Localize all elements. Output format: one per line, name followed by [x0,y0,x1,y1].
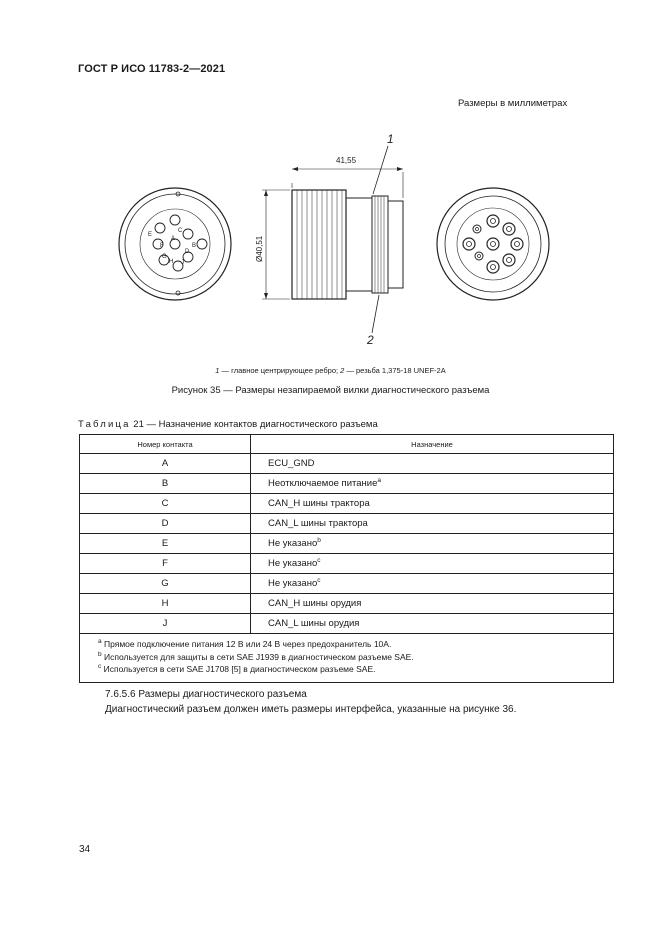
pin-cell: G [80,574,251,594]
table-row [80,574,614,594]
footnote-ref: b [317,537,321,544]
function-cell [251,474,614,494]
connector-drawing [0,0,661,360]
footnote [98,651,613,664]
legend-text-1: — главное центрирующее ребро; [219,366,341,375]
front-pin-letters [148,228,196,266]
legend-num-1: 1 [215,366,220,375]
front-pin-label: G [162,254,167,260]
figure-legend [0,366,661,375]
figure-caption: Рисунок 35 — Размеры незапираемой вилки диагностического разъема [171,385,490,396]
function-cell [251,534,614,554]
front-pin-label: C [178,228,183,234]
front-pin-label: F [160,243,164,249]
function-text: CAN_L шины орудия [268,618,360,629]
table-footnotes [80,634,614,683]
front-pin-label: J [181,260,184,266]
front-pin-label: A [171,236,176,242]
header-function: Назначение [251,435,614,454]
front-pin-label: H [169,259,174,265]
function-cell [251,514,614,534]
function-cell [251,454,614,474]
table-header-row [80,435,614,454]
callout-1: 1 [387,132,394,146]
standard-header: ГОСТ Р ИСО 11783-2—2021 [78,63,226,75]
footnote-ref: a [377,477,381,484]
side-view [262,146,403,333]
function-cell [251,574,614,594]
function-text: CAN_H шины трактора [268,498,370,509]
function-text: Не указано [268,578,318,589]
pin-cell: J [80,614,251,634]
footnote-mark: a [98,638,102,645]
pin-cell: F [80,554,251,574]
front-pin-label: D [185,249,190,255]
table-row [80,454,614,474]
footnote [98,638,613,651]
front-view [119,188,231,300]
function-text: Не указано [268,538,318,549]
dim-diameter: Ø40,51 [255,235,264,262]
footnote-ref: c [317,577,321,584]
footnote [98,663,613,676]
table-footnotes-row [80,634,614,683]
pin-assignment-table [79,434,614,683]
function-text: Не указано [268,558,318,569]
footnote-text: Используется в сети SAE J1708 [5] в диагностическом разъеме SAE. [101,664,376,674]
pin-cell: H [80,594,251,614]
legend-text-2: — резьба 1,375-18 UNEF-2A [344,366,446,375]
units-note: Размеры в миллиметрах [458,98,568,109]
table-row [80,614,614,634]
table-caption [78,419,378,430]
footnote-text: Используется для защиты в сети SAE J1939 в диагностическом разъеме SAE. [101,651,414,662]
dim-length: 41,55 [336,156,357,165]
function-text: CAN_L шины трактора [268,518,368,529]
function-text: ECU_GND [268,458,315,469]
function-cell [251,554,614,574]
footnote-ref: c [317,557,321,564]
function-cell [251,494,614,514]
footnote-mark: c [98,663,102,670]
pin-cell: C [80,494,251,514]
pin-cell: D [80,514,251,534]
section-heading: 7.6.5.6 Размеры диагностического разъема [105,689,307,700]
rear-view [437,188,549,300]
table-caption-prefix: Таблица [78,419,131,430]
callout-2: 2 [367,333,374,347]
section-body: Диагностический разъем должен иметь размеры интерфейса, указанные на рисунке 36. [105,704,517,715]
header-pin-number: Номер контакта [80,435,251,454]
front-pin-label: E [148,232,153,238]
table-row [80,474,614,494]
function-cell [251,614,614,634]
page-number: 34 [79,844,91,855]
function-cell [251,594,614,614]
pin-cell: E [80,534,251,554]
legend-num-2: 2 [340,366,345,375]
table-row [80,594,614,614]
front-pin-label: B [192,243,197,249]
footnote-text: Прямое подключение питания 12 В или 24 В через предохранитель 10А. [101,639,392,649]
table-row [80,514,614,534]
table-row [80,534,614,554]
function-text: Неотключаемое питание [268,478,378,489]
footnote-mark: b [98,650,102,658]
table-caption-text: 21 — Назначение контактов диагностического разъема [130,419,378,430]
table-row [80,494,614,514]
function-text: CAN_H шины орудия [268,598,362,609]
pin-cell: A [80,454,251,474]
table-row [80,554,614,574]
pin-cell: B [80,474,251,494]
